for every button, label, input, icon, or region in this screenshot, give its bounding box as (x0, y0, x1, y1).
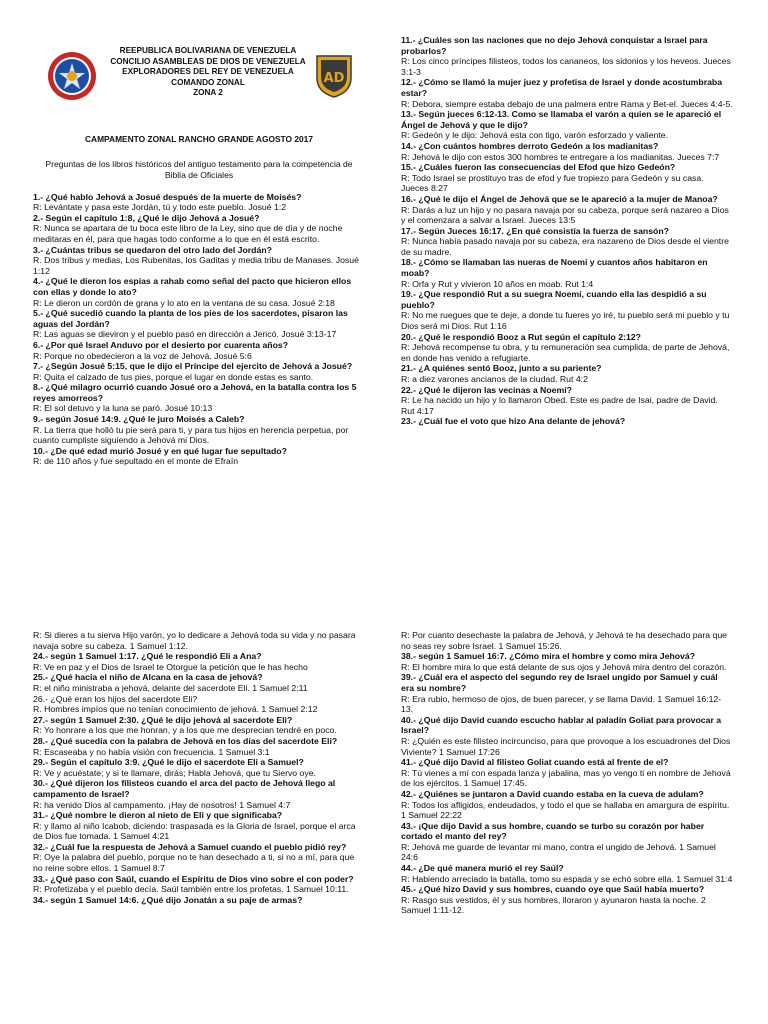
question-item (401, 630, 733, 651)
answer-text: R: Orfa y Rut y vivieron 10 años en moab. Rut 1:4 (401, 278, 594, 289)
question-text: 17.- Según Jueces 16:17. ¿En qué consistía la fuerza de sansón? (401, 225, 669, 236)
question-text: 23.- ¿Cuál fue el voto que hizo Ana delante de jehová? (401, 416, 626, 427)
question-item (33, 757, 365, 778)
question-item (401, 77, 733, 109)
question-text: 40.- ¿Qué dijo David cuando escucho hablar al paladín Goliat para provocar a Israel? (401, 714, 722, 736)
question-item (33, 736, 365, 757)
answer-text: R: ha venido Dios al campamento. ¡Hay de nosotros! 1 Samuel 4:7 (33, 799, 291, 810)
question-item (401, 884, 733, 916)
question-text: 33.- ¿Qué paso con Saúl, cuando el Espíritu de Dios vino sobre el con poder? (33, 873, 354, 884)
question-text: 25.- ¿Qué hacia el niño de Alcana en la casa de jehová? (33, 672, 263, 683)
question-list-top-right (401, 35, 733, 427)
answer-text: 26.- ¿Qué eran los hijos del sacerdote Eli? (33, 693, 198, 704)
answer-text: R. Dos tribus y medias, Los Rubenitas, los Gaditas y media tribu de Manases. Josué 1:12 (33, 255, 359, 276)
question-text: 20.- ¿Qué le respondió Booz a Rut según el capítulo 2:12? (401, 331, 641, 342)
question-item (33, 213, 365, 245)
question-item (401, 226, 733, 258)
answer-text: R: Profetizaba y el pueblo decía. Saúl también entre los profetas. 1 Samuel 10:11. (33, 884, 349, 895)
question-item (33, 245, 365, 277)
question-item (401, 757, 733, 789)
question-item (401, 162, 733, 194)
answer-text: R: ¿Quién es este filisteo incircunciso, para que provoque a los escuadrones del Dios Viviente? 1 Samuel 17:26 (401, 735, 731, 757)
question-text: 18.- ¿Cómo se llamaban las nueras de Noemí y cuantos años habitaron en moab? (401, 257, 708, 279)
answer-text: R: Jehová me guarde de levantar mi mano, contra el ungido de Jehová. 1 Samuel 24:6 (401, 841, 716, 863)
document-header (33, 46, 365, 124)
question-text: 21.- ¿A quiénes sentó Booz, junto a su pariente? (401, 363, 602, 374)
question-text: 34.- según 1 Samuel 14:6. ¿Qué dijo Jonatán a su paje de armas? (33, 894, 303, 905)
answer-text: R. Hombres impíos que no tenían conocimiento de jehová. 1 Samuel 2:12 (33, 704, 318, 715)
question-item (401, 109, 733, 141)
question-item (401, 363, 733, 384)
answer-text: R: Gedeón y le dijo: Jehová esta con tigo, varón esforzado y valiente. (401, 130, 669, 141)
question-text: 11.- ¿Cuáles son las naciones que no dejo Jehová conquistar a Israel para probarlos? (401, 35, 708, 56)
header-line-2: CONCILIO ASAMBLEAS DE DIOS DE VENEZUELA (110, 56, 306, 66)
question-text: 43.- ¡Que dijo David a sus hombre, cuando se turbo su corazón por haber cortado el manto del rey? (401, 820, 705, 842)
question-item (401, 863, 733, 884)
question-text: 15.- ¿Cuáles fueron las consecuencias del Efod que hizo Gedeón? (401, 162, 676, 173)
question-text: 41.- ¿Qué dijo David al filisteo Goliat cuando está al frente de el? (401, 757, 669, 768)
shield-text: AD (323, 71, 345, 86)
question-item (33, 704, 365, 715)
header-line-1: REEPUBLICA BOLIVARIANA DE VENEZUELA (119, 46, 297, 55)
question-list-bottom-left (33, 630, 365, 905)
question-item (33, 361, 365, 382)
header-line-5: ZONA 2 (193, 88, 223, 98)
bottom-right-column (401, 630, 733, 916)
question-item (33, 672, 365, 693)
question-text: 27.- según 1 Samuel 2:30. ¿Qué le dijo jehová al sacerdote Eli? (33, 714, 293, 725)
answer-text: R: Ve y acuéstate; y si te llamare, dirás; Habla Jehová, que tu Siervo oye. (33, 767, 316, 778)
question-text: 39.- ¿Cuál era el aspecto del segundo rey de Israel ungido por Samuel y cuál era su nombre? (401, 672, 718, 693)
bottom-left-column (33, 630, 365, 905)
question-item (401, 35, 733, 77)
answer-text: R: No me ruegues que te deje, a donde tu fueres yo iré, tu pueblo será mi pueblo y tu Dios será mi Dios. Rut 1:16 (401, 310, 730, 332)
answer-text: R: Tú vienes a mí con espada lanza y jabalina, mas yo vengo ti en nombre de Jehová de los ejércitos. 1 Samuel 17:45. (401, 767, 731, 789)
answer-text: R: Los cinco príncipes filisteos, todos los cananeos, los sidonios y los heveos. Jueces 3:1-3 (401, 56, 731, 77)
question-item (401, 385, 733, 417)
answer-text: R: Jehová le dijo con estos 300 hombres te entregare a los madianitas. Jueces 7:7 (401, 151, 720, 162)
answer-text: R: Quita el calzado de tus pies, porque el lugar en donde estas es santo. (33, 371, 314, 382)
question-text: 7.- ¿Según Josué 5:15, que le dijo el Príncipe del ejercito de Jehová a Josué? (33, 361, 353, 372)
answer-text: R: Levántate y pasa este Jordán, tú y todo este pueblo. Josué 1:2 (33, 202, 287, 213)
question-item (401, 289, 733, 331)
question-text: 44.- ¿De qué manera murió el rey Saúl? (401, 863, 564, 874)
answer-text: R: El sol detuvo y la luna se paró. Josué 10:13 (33, 403, 213, 414)
header-line-4: COMANDO ZONAL (171, 77, 245, 87)
question-item (33, 414, 365, 446)
answer-text: R: y llamo al niño Icabob, diciendo: traspasada es la Gloria de Israel, porque el arca de Dios fue tomada. 1 Samuel 4:21 (33, 820, 356, 842)
answer-text: R: Por cuanto desechaste la palabra de Jehová, y Jehová te ha desechado para que no seas rey sobre Israel. 1 Samuel 15:26. (401, 630, 728, 651)
question-item (33, 895, 365, 906)
question-item (401, 715, 733, 757)
answer-text: R: Porque no obedecieron a la voz de Jehová. Josué 5:6 (33, 350, 252, 361)
answer-text: R: Debora, siempre estaba debajo de una palmera entre Rama y Bet-el. Jueces 4:4-5. (401, 98, 733, 109)
question-item (33, 651, 365, 672)
answer-text: R: Le dieron un cordón de grana y lo ato en la ventana de su casa. Josué 2:18 (33, 297, 335, 308)
intro-text: Preguntas de los libros históricos del antiguo testamento para la competencia de Biblia de Oficiales (45, 158, 353, 180)
answer-text: R. La tierra que holló tu pie será para ti, y para tus hijos en herencia perpetua, por cuanto cumpliste siguiendo a Jehová mi Dios. (33, 424, 349, 446)
top-left-column (33, 46, 365, 467)
answer-text: R: El hombre mira lo que está delante de sus ojos y Jehová mira dentro del corazón. (401, 661, 727, 672)
question-text: 30.- ¿Qué dijeron los filisteos cuando el arca del pacto de Jehová llego al campamento de Israel? (33, 778, 336, 799)
answer-text: R: Nunca había pasado navaja por su cabeza, era nazareno de Dios desde el vientre de su madre. (401, 236, 729, 257)
question-text: 12.- ¿Cómo se llamó la mujer juez y profetisa de Israel y donde acostumbraba estar? (401, 77, 723, 98)
question-text: 4.- ¿Qué le dieron los espías a rahab como señal del pacto que hicieron ellos con ellas y donde lo ato? (33, 276, 352, 297)
question-text: 19.- ¿Que respondió Rut a su suegra Noemí, cuando ella las despidió a su pueblo? (401, 289, 707, 310)
question-item (33, 340, 365, 361)
question-text: 8.- ¿Qué milagro ocurrió cuando Josué oro a Jehová, en la batalla contra los 5 reyes amorreos? (33, 382, 357, 403)
question-item (401, 821, 733, 863)
answer-text: R: el niño ministraba a jehová, delante del sacerdote Eli. 1 Samuel 2:11 (33, 682, 308, 693)
question-text: 1.- ¿Qué hablo Jehová a Josué después de la muerte de Moisés? (33, 191, 302, 202)
answer-text: R: Le ha nacido un hijo y lo llamaron Obed. Este es padre de Isai, padre de David. Rut 4:17 (401, 395, 718, 416)
question-text: 31.- ¿Qué nombre le dieron al nieto de Eli y que significaba? (33, 810, 283, 821)
header-title-block (103, 46, 313, 99)
answer-text: R: a diez varones ancianos de la ciudad. Rut 4:2 (401, 374, 588, 384)
question-item (33, 192, 365, 213)
answer-text: R: Todo Israel se prostituyo tras de efod y fue tropiezo para Gedeón y su casa. Jueces 8:27 (401, 172, 704, 194)
question-text: 5.- ¿Qué sucedió cuando la planta de los pies de los sacerdotes, pisaron las aguas del Jordán? (33, 308, 348, 329)
question-item (33, 810, 365, 842)
question-text: 3.- ¿Cuántas tribus se quedaron del otro lado del Jordán? (33, 244, 272, 255)
question-item (401, 416, 733, 427)
question-text: 6.- ¿Por qué Israel Anduvo por el desierto por cuarenta años? (33, 339, 289, 350)
question-text: 9.- según Josué 14:9. ¿Qué le juro Moisés a Caleb? (33, 414, 245, 425)
question-text: 2.- Según el capítulo 1:8, ¿Qué le dijo Jehová a Josué? (33, 212, 260, 223)
answer-text: R: de 110 años y fue sepultado en el monte de Efraín (33, 456, 239, 467)
answer-text: R: Jehová recompense tu obra, y tu remuneración sea cumplida, de parte de Jehová, en donde has venido a refugiarte. (401, 342, 730, 363)
question-list-bottom-right (401, 630, 733, 916)
question-text: 16.- ¿Qué le dijo el Ángel de Jehová que se le apareció a la mujer de Manoa? (401, 193, 718, 204)
exploradores-badge-icon (47, 51, 97, 101)
question-item (401, 789, 733, 810)
answer-text: R: Era rubio, hermoso de ojos, de buen parecer, y se llama David. 1 Samuel 16:12-13. (401, 693, 722, 715)
question-text: 29.- Según el capítulo 3:9. ¿Qué le dijo el sacerdote Eli a Samuel? (33, 757, 304, 768)
answer-text: R: Las aguas se dieviron y el pueblo pasó en dirección a Jericó. Josué 3:13-17 (33, 329, 337, 340)
answer-text: R: Nunca se apartara de tu boca este libro de la Ley, sino que de día y de noche meditaras en él, para que hagas todo conforme a lo que en él está escrito. (33, 223, 343, 244)
question-item (33, 446, 365, 467)
answer-text: R: Ve en paz y el Dios de Israel te Otorgue la petición que le has hecho (33, 661, 308, 672)
question-item (401, 257, 733, 289)
answer-text: R: Todos los afligidos, endeudados, y todo el que se hallaba en amargura de espíritu. (401, 799, 730, 810)
answer-text: R: Escaseaba y no había visión con frecuencia. 1 Samuel 3:1 (33, 746, 270, 757)
question-text: 13.- Según jueces 6:12-13. Como se llamaba el varón a quien se le apareció el Ángel de Jehová y que le dijo? (401, 109, 722, 130)
question-list-top-left (33, 192, 365, 467)
question-item (401, 141, 733, 162)
question-item (33, 276, 365, 308)
question-item (401, 194, 733, 226)
question-item (33, 308, 365, 340)
question-item (33, 874, 365, 895)
question-item (401, 332, 733, 364)
question-text: 42.- ¿Quiénes se juntaron a David cuando estaba en la cueva de adulam? (401, 788, 704, 799)
asambleas-shield-icon (315, 54, 353, 98)
question-item (401, 651, 733, 672)
question-item (33, 778, 365, 810)
question-text: 24.- según 1 Samuel 1:17. ¿Qué le respondió Eli a Ana? (33, 651, 262, 662)
question-text: 38.- según 1 Samuel 16:7. ¿Cómo mira el hombre y como mira Jehová? (401, 651, 696, 662)
answer-text: R: Darás a luz un hijo y no pasara navaja por su cabeza, porque será nazareo a Dios y el comenzara a salvar a Israel. Jueces 13:5 (401, 204, 729, 226)
header-line-3: EXPLORADORES DEL REY DE VENEZUELA (122, 67, 294, 77)
question-item (401, 810, 733, 821)
question-item (33, 842, 365, 874)
question-item (33, 630, 365, 651)
question-item (401, 672, 733, 714)
top-right-column (401, 35, 733, 427)
question-item (33, 694, 365, 705)
question-text: 10.- ¿De qué edad murió Josué y en qué lugar fue sepultado? (33, 445, 287, 456)
answer-text: R: Yo honrare a los que me honran, y a los que me desprecian tendré en poco. (33, 725, 337, 736)
question-item (33, 715, 365, 736)
answer-text: R: Habiendo arreciado la batalla, tomo su espada y se echó sobre ella. 1 Samuel 31:4 (401, 873, 733, 884)
campamento-title: CAMPAMENTO ZONAL RANCHO GRANDE AGOSTO 2017 (84, 134, 313, 144)
question-text: 32.- ¿Cuál fue la respuesta de Jehová a Samuel cuando el pueblo pidió rey? (33, 841, 347, 852)
question-text: 45.- ¿Qué hizo David y sus hombres, cuando oye que Saúl había muerto? (401, 884, 705, 895)
answer-text: R: Oye la palabra del pueblo, porque no te han desechado a ti, si no a mí, para que no reine sobre ellos. 1 Samuel 8:7 (33, 852, 355, 874)
answer-text: R: Rasgo sus vestidos, él y sus hombres, lloraron y ayunaron hasta la noche. 2 Samuel 1:11-12. (401, 894, 706, 916)
question-item (33, 382, 365, 414)
question-text: 22.- ¿Qué le dijeron las vecinas a Noemí? (401, 384, 572, 395)
question-text: 28.- ¿Qué sucedía con la palabra de Jehová en los días del sacerdote Eli? (33, 735, 338, 746)
answer-text: R: Si dieres a tu sierva Hijo varón, yo lo dedicare a Jehová toda su vida y no pasara navaja sobre su cabeza. 1 Samuel 1:12. (33, 630, 356, 651)
question-text: 14.- ¿Con cuántos hombres derroto Gedeón a los madianitas? (401, 140, 659, 151)
answer-text: 1 Samuel 22:22 (401, 810, 462, 821)
